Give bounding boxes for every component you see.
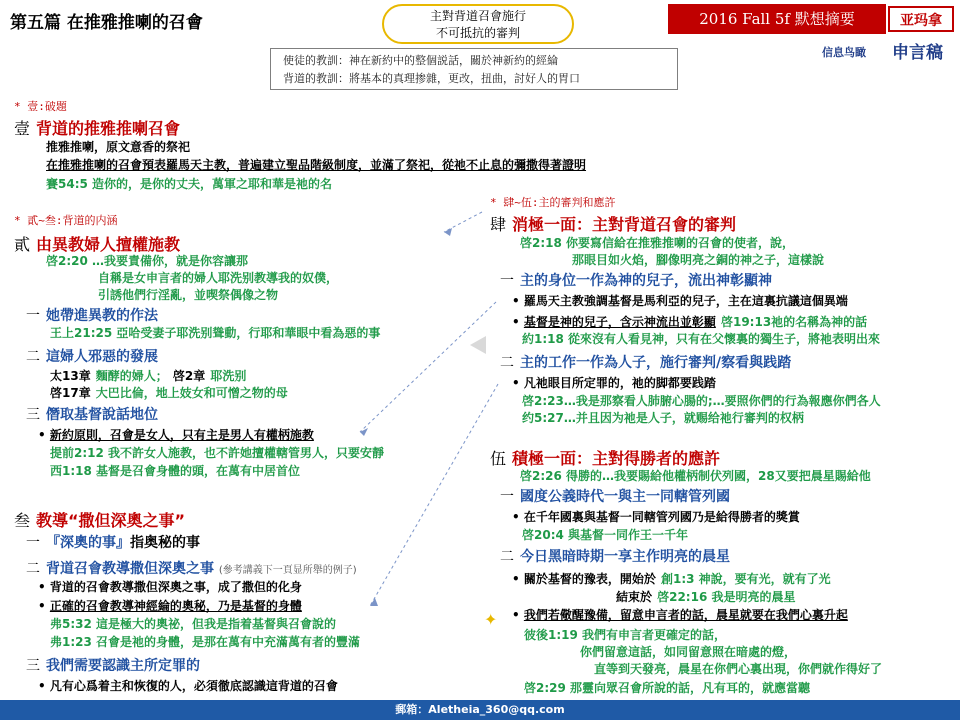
section-3a-number: 一 (26, 535, 40, 551)
section-1-line-2: 在推雅推喇的召會預表羅馬天主教，普遍建立聖品階級制度，並滿了祭祀，從祂不止息的彌撒得著證明 (46, 158, 587, 172)
section-2b-number: 二 (26, 349, 40, 365)
definition-apostasy: 背道的教訓：將基本的真理掺雜，更改，扭曲，討好人的胃口 (283, 72, 580, 85)
section-5a-title: 國度公義時代一與主一同轄管列國 (520, 489, 730, 505)
section-4-number: 肆 (490, 215, 507, 234)
theme-line-1: 主對背道召會施行 (429, 9, 526, 23)
section-3c-number: 三 (26, 658, 40, 674)
section-4a-verse: 約1:18 從來沒有人看見神，只有在父懷裏的獨生子，將祂表明出來 (522, 332, 881, 346)
section-3b-verse-1: 弗5:32 這是極大的奧祕，但我是指着基督與召會說的 (50, 617, 337, 631)
ref-revelation-17: 啓17章 (50, 386, 91, 400)
section-5b-bullet-1: • 關於基督的豫表，開始於 創1:3 神說，要有光，就有了光 (512, 572, 831, 586)
section-3c-title: 我們需要認識主所定罪的 (46, 658, 200, 674)
section-3-number: 叁 (14, 511, 31, 530)
section-3c-bullet-1: • 凡有心爲着主和恢復的人，必須徹底認識這背道的召會 (38, 679, 338, 693)
section-2c-title: 僭取基督說話地位 (46, 407, 158, 423)
note-content: * 貳~叁:背道的内涵 (14, 214, 118, 227)
section-4a-bullet-2-text: 基督是神的兒子，含示神流出並彰顯 (523, 315, 716, 329)
section-4a-title: 主的身位一作為神的兒子，流出神彰顯神 (520, 273, 772, 289)
section-4b-verse-2: 约5:27…并且因为祂是人子，就赐给祂行審判的权柄 (522, 411, 804, 425)
section-5b-verse-1: 彼後1:19 我們有申言者更確定的話， (524, 628, 727, 642)
section-2-verse-2: 自稱是女申言者的婦人耶洗别教導我的奴僕， (98, 271, 339, 285)
section-5b-title: 今日黑暗時期一享主作明亮的晨星 (520, 549, 730, 565)
author-label: 申言稿 (892, 43, 943, 63)
section-5-title: 積極一面：主對得勝者的應許 (512, 449, 721, 468)
section-5a-verse: 啓20:4 與基督一同作王一千年 (522, 528, 689, 542)
section-2c-number: 三 (26, 407, 40, 423)
text-leaven-woman: 麵酵的婦人； (95, 369, 168, 383)
section-2a-title: 她帶進異教的作法 (46, 308, 158, 324)
section-5-number: 伍 (490, 449, 507, 468)
section-5b-bullet-2-text: 我們若儆醒豫備，留意申言者的話，晨星就要在我們心裏升起 (523, 608, 848, 622)
section-2b-title: 這婦人邪惡的發展 (46, 349, 158, 365)
note-intro: * 壹:破題 (14, 100, 67, 113)
definition-apostle: 使徒的教訓：神在新約中的整個説話，關於神新約的經綸 (283, 54, 558, 67)
star-icon: ✦ (484, 610, 498, 629)
section-1-number: 壹 (14, 119, 31, 138)
section-2-title: 由異教婦人擅權施教 (36, 235, 181, 254)
section-2-number: 貳 (14, 235, 31, 254)
text-jezebel: 耶洗别 (210, 369, 247, 383)
info-label: 信息鸟瞰 (822, 46, 866, 59)
section-3b-bullet-2-text: 正確的召會教導神經綸的奧秘，乃是基督的身體 (49, 599, 302, 613)
section-5a-bullet-1: • 在千年國裏與基督一同轄管列國乃是給得勝者的獎賞 (512, 510, 800, 524)
section-2a-number: 一 (26, 308, 40, 324)
section-2-verse-3: 引誘他們行淫亂，並喫祭偶像之物 (98, 288, 279, 302)
section-3c-bullet-1-text: 凡有心爲着主和恢復的人，必須徹底認識這背道的召會 (49, 679, 338, 693)
section-3b-verse-2: 弗1:23 召會是祂的身體，是那在萬有中充滿萬有者的豐滿 (50, 635, 361, 649)
theme-line-2: 不可抵抗的審判 (435, 26, 520, 40)
section-4a-bullet-2-verse: 啓19:13祂的名稱為神的話 (720, 315, 868, 329)
section-2c-verse-2: 西1:18 基督是召會身體的頭，在萬有中居首位 (50, 464, 301, 478)
section-5b-end-label: 結束於 (616, 590, 653, 604)
page-title: 第五篇 在推雅推喇的召會 (10, 13, 203, 33)
section-2a-verse: 王上21:25 亞哈受妻子耶洗别聳動，行耶和華眼中看為惡的事 (50, 326, 381, 340)
section-4b-verse-1: 啓2:23…我是那察看人肺腑心腸的;…要照你們的行為報應你們各人 (522, 394, 881, 408)
section-5b-end-verse: 啓22:16 我是明亮的晨星 (657, 590, 796, 604)
section-5-verse: 啓2:26 得勝的…我要賜給他權柄制伏列國，28又要把晨星賜給他 (520, 469, 871, 483)
section-3b-note: (參考講義下一頁显所舉的例子) (218, 565, 357, 576)
section-3b-bullet-2: • 正確的召會教導神經綸的奧秘，乃是基督的身體 (38, 599, 302, 613)
text-babylon: 大巴比倫，地上妓女和可憎之物的母 (95, 386, 288, 400)
section-4a-bullet-2: • 基督是神的兒子，含示神流出並彰顯 啓19:13祂的名稱為神的話 (512, 315, 868, 329)
section-2c-bullet-1: • 新約原則，召會是女人，只有主是男人有權柄施教 (38, 428, 314, 442)
section-3b-bullet-1-text: 背道的召會教導撒但深奧之事，成了撒但的化身 (49, 580, 302, 594)
section-4b-bullet-1: • 凡祂眼目所定罪的，祂的脚都要践踏 (512, 376, 716, 390)
section-5b-bullet-1-text: 關於基督的豫表，開始於 (523, 572, 656, 586)
section-3a-title-2: 指奥秘的事 (130, 535, 200, 551)
section-5b-verse-3: 直等到天發亮，晨星在你們心裏出現，你們就作得好了 (594, 662, 883, 676)
arrow-pointer-left (470, 336, 486, 354)
ref-revelation-2: 啓2章 (172, 369, 206, 383)
section-2-verse-1: 啓2:20 …我要責備你，就是你容讓那 (46, 254, 249, 268)
section-5b-number: 二 (500, 549, 514, 565)
footer-email[interactable]: Aletheia_360@qq.com (428, 703, 565, 716)
section-3-title: 教導“撒但深奧之事” (36, 511, 186, 530)
section-4-verse-1: 啓2:18 你要寫信給在推雅推喇的召會的使者，說， (520, 236, 795, 250)
section-5a-bullet-1-text: 在千年國裏與基督一同轄管列國乃是給得勝者的獎賞 (523, 510, 800, 524)
section-4a-number: 一 (500, 273, 514, 289)
section-4-title: 消極一面：主對背道召會的審判 (512, 215, 737, 234)
arrow-s4a-to-s2c (360, 302, 496, 432)
section-1-line-1: 推雅推喇，原文意香的祭祀 (46, 140, 191, 154)
section-5a-number: 一 (500, 489, 514, 505)
section-5b-bullet-1-verse: 創1:3 神說，要有光，就有了光 (660, 572, 831, 586)
note-judgment: * 肆~伍:主的審判和應許 (490, 196, 616, 209)
section-5b-verse-2: 你們留意這話，如同留意照在暗處的燈， (580, 645, 797, 659)
section-3b-bullet-1: • 背道的召會教導撒但深奧之事，成了撒但的化身 (38, 580, 302, 594)
footer-label: 郵箱： (395, 703, 429, 716)
section-1-title: 背道的推雅推喇召會 (36, 119, 181, 138)
section-1-verse: 賽54:5 造你的，是你的丈夫，萬軍之耶和華是祂的名 (46, 177, 333, 191)
section-4b-bullet-1-text: 凡祂眼目所定罪的，祂的脚都要践踏 (523, 376, 716, 390)
section-5b-bullet-2: • 我們若儆醒豫備，留意申言者的話，晨星就要在我們心裏升起 (512, 608, 848, 622)
summary-badge: 2016 Fall 5f 默想摘要 (668, 4, 886, 34)
section-3b-title: 背道召會教導撒但深奧之事 (46, 561, 214, 577)
section-2c-bullet-1-text: 新約原則，召會是女人，只有主是男人有權柄施教 (49, 428, 314, 442)
arrow-s4-to-s2 (444, 212, 482, 232)
section-2c-verse-1: 提前2:12 我不許女人施教，也不許她擅權轄管男人，只要安靜 (50, 446, 385, 460)
section-4b-number: 二 (500, 355, 514, 371)
ref-matthew: 太13章 (50, 369, 91, 383)
arrow-s4b-to-s3b (370, 384, 498, 606)
nameplate-logo: 亚玛拿 (888, 6, 954, 32)
section-3a-title-1: 『深奧的事』 (46, 535, 130, 551)
section-4-verse-2: 那眼目如火焰，腳像明亮之銅的神之子，這樣說 (572, 253, 825, 267)
section-3b-number: 二 (26, 561, 40, 577)
section-5b-verse-4: 啓2:29 那靈向眾召會所說的話，凡有耳的，就應當聽 (524, 681, 811, 695)
section-4a-bullet-1: • 羅馬天主教強調基督是馬利亞的兒子，主在這裏抗議這個異端 (512, 294, 848, 308)
section-4a-bullet-1-text: 羅馬天主教強調基督是馬利亞的兒子，主在這裏抗議這個異端 (523, 294, 848, 308)
section-4b-title: 主的工作一作為人子，施行審判/察看與践踏 (520, 355, 792, 371)
footer-bar (0, 700, 960, 720)
